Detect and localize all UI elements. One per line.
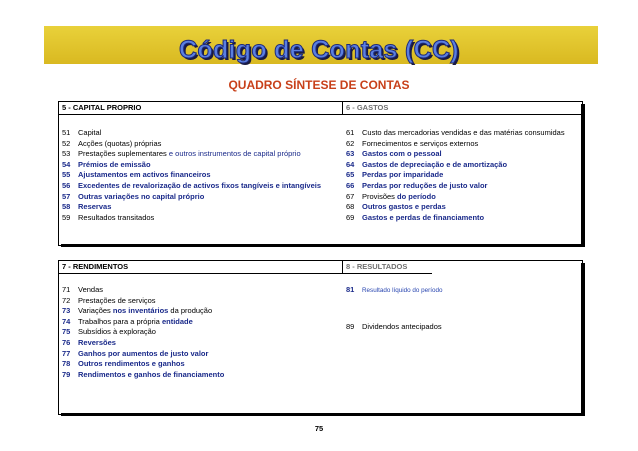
- list-item: 69 Gastos e perdas de financiamento: [346, 212, 485, 222]
- box-shadow: [581, 104, 585, 247]
- page-subtitle: QUADRO SÍNTESE DE CONTAS: [228, 78, 410, 92]
- header-divider: [342, 102, 343, 114]
- list-item: 71 Vendas: [62, 285, 104, 294]
- list-item: 57 Outras variações no capital próprio: [62, 191, 205, 201]
- list-item: 61 Custo das mercadorias vendidas e das matérias consumidas: [346, 128, 565, 137]
- header-line: [59, 273, 432, 274]
- list-item: 53 Prestações suplementares e outros instrumentos de capital próprio: [62, 149, 301, 159]
- class5-list: [62, 128, 321, 223]
- list-item: 63 Gastos com o pessoal: [346, 149, 442, 159]
- list-item: 68 Outros gastos e perdas: [346, 202, 446, 212]
- list-item: 67 Provisões do período: [346, 191, 436, 201]
- list-item: 72 Prestações de serviços: [62, 295, 156, 305]
- class7-header: 7 - RENDIMENTOS: [62, 262, 129, 271]
- list-item: 76 Reversões: [62, 337, 116, 347]
- header-divider: [342, 261, 343, 273]
- table-classes-5-6: [58, 101, 583, 246]
- box-shadow: [61, 413, 585, 416]
- list-item: 78 Outros rendimentos e ganhos: [62, 359, 185, 369]
- list-item: 54 Prémios de emissão: [62, 159, 151, 169]
- box-shadow: [61, 244, 585, 247]
- list-item: 65 Perdas por imparidade: [346, 170, 444, 180]
- class6-header: 6 - GASTOS: [346, 103, 389, 112]
- table-classes-7-8: [58, 260, 583, 415]
- header-line: [59, 114, 582, 115]
- list-item: 62 Fornecimentos e serviços externos: [346, 138, 479, 148]
- class8-list: [346, 285, 443, 296]
- list-item: 75 Subsídios à exploração: [62, 327, 156, 337]
- list-item: 59 Resultados transitados: [62, 212, 155, 222]
- list-item: 66 Perdas por reduções de justo valor: [346, 180, 488, 190]
- list-item: 56 Excedentes de revalorização de activos fixos tangíveis e intangíveis: [62, 180, 322, 190]
- list-item: 51 Capital: [62, 128, 102, 137]
- class5-header: 5 - CAPITAL PROPRIO: [62, 103, 142, 112]
- class8-list-lower: [346, 322, 442, 333]
- class8-header: 8 - RESULTADOS: [346, 262, 408, 271]
- list-item: 79 Rendimentos e ganhos de financiamento: [62, 369, 225, 379]
- list-item: 55 Ajustamentos em activos financeiros: [62, 170, 211, 180]
- box-shadow: [581, 263, 585, 416]
- list-item: 64 Gastos de depreciação e de amortização: [346, 159, 508, 169]
- class7-list: [62, 285, 224, 380]
- list-item: 77 Ganhos por aumentos de justo valor: [62, 348, 209, 358]
- list-item: 73 Variações nos inventários da produção: [62, 306, 213, 316]
- page-title: Código de Contas (CC): [179, 36, 459, 64]
- list-item: 81 Resultado líquido do período: [346, 285, 443, 294]
- class6-list: [346, 128, 565, 223]
- list-item: 74 Trabalhos para a própria entidade: [62, 316, 193, 326]
- list-item: 89 Dividendos antecipados: [346, 322, 442, 331]
- list-item: 58 Reservas: [62, 202, 112, 212]
- list-item: 52 Acções (quotas) próprias: [62, 138, 162, 148]
- page-number: 75: [314, 424, 324, 433]
